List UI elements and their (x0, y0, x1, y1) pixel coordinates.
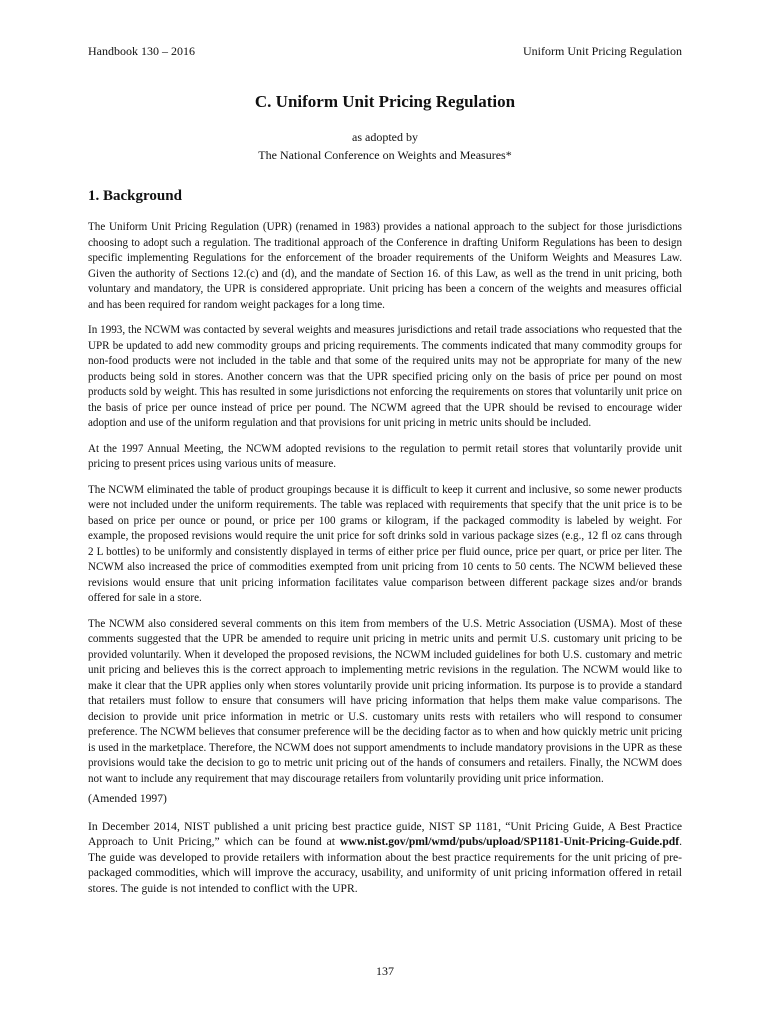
header-left: Handbook 130 – 2016 (88, 44, 195, 58)
paragraph-1: The Uniform Unit Pricing Regulation (UPR) (renamed in 1983) provides a national approach to the subject for those jurisdictions choosing to adopt such a regulation. The traditional approach of the Conference in drafting Uniform Regulations has been to design specific implementing Regulations for the enforcement of the broader requirements of the Uniform Weights and Measures Law. Given the authority of Sections 12.(c) and (d), and the mandate of Section 16. of this Law, as well as the trend in unit pricing, both voluntary and mandatory, the UPR is considered appropriate. Unit pricing has been a concern of the weights and measures official and has been required for random weight packages for a long time. (88, 221, 682, 311)
paragraph-6 (88, 819, 682, 897)
header-right: Uniform Unit Pricing Regulation (523, 44, 682, 58)
body-text (88, 220, 682, 906)
paragraph-6-text-before: In December 2014, NIST published a unit pricing best practice guide, NIST SP 1181, “Unit Pricing Guide, A Best Practice Approach to Unit Pricing,” which can be found at (88, 819, 682, 848)
paragraph-3: At the 1997 Annual Meeting, the NCWM adopted revisions to the regulation to permit retail stores that voluntarily provide unit pricing to present prices using various units of measure. (88, 442, 682, 470)
subtitle-line-2: The National Conference on Weights and Measures* (258, 148, 512, 162)
subtitle (88, 128, 682, 164)
paragraph-4: The NCWM eliminated the table of product groupings because it is difficult to keep it current and inclusive, so some newer products were not included under the uniform requirements. The table was replaced with requirements that specify that the unit price is to be based on price per ounce or pound, or price per 100 grams or kilogram, if the packaged commodity is labeled by weight. For example, the proposed revisions would require the unit price for soft drinks sold in various package sizes (e.g., 12 fl oz cans through 2 L bottles) to be uniformly and consistently displayed in terms of either price per fluid ounce, price per quart, or price per liter. The NCWM also increased the price of commodities exempted from unit pricing from 10 cents to 50 cents. The NCWM believed these revisions would ensure that unit pricing information facilitates value comparison between different package sizes and/or brands offered for sale in a store. (88, 483, 682, 604)
page-number: 137 (376, 964, 394, 978)
section-heading: 1. Background (88, 188, 182, 204)
running-header (88, 44, 682, 59)
paragraph-2: In 1993, the NCWM was contacted by several weights and measures jurisdictions and retail trade associations who requested that the UPR be updated to add new commodity groups and pricing requirements. The comments indicated that many commodity groups for non-food products were not included in the table and that some of the required units may not be appropriate for many of the new products being sold in stores. Another concern was that the UPR specified pricing only on the basis of price per pound on most products sold by weight. This has resulted in some jurisdictions not enforcing the requirements on stores that voluntarily unit price on the basis of price per ounce instead of price per pound. The NCWM agreed that the UPR should be revised to encourage wider adoption and use of the uniform regulation and that provisions for unit pricing in metric units should be included. (88, 324, 682, 429)
page-title: C. Uniform Unit Pricing Regulation (254, 92, 516, 111)
subtitle-line-1: as adopted by (352, 130, 418, 144)
amended-note: (Amended 1997) (88, 792, 167, 805)
paragraph-5: The NCWM also considered several comments on this item from members of the U.S. Metric Association (USMA). Most of these comments suggested that the UPR be amended to require unit pricing in metric units and permit U.S. customary unit pricing to be provided voluntarily. When it developed the proposed revisions, the NCWM included guidelines for both U.S. customary and metric unit pricing and believes this is the correct approach to implementing metric revisions in the regulation. The NCWM would like to make it clear that the UPR applies only when stores voluntarily provide unit pricing information. Its purpose is to provide a standard that retailers must follow to ensure that consumers will have pricing information that helps them make value comparisons. The decision to provide unit price information in metric or U.S. customary units rests with retailers who will respond to consumer preference. The NCWM believes that consumer preference will be the deciding factor as to when and how quickly metric unit pricing is used in the marketplace. Therefore, the NCWM does not support amendments to include mandatory provisions in the UPR as these provisions would take the decision to go to metric unit pricing out of the hands of consumers and retailers. Finally, the NCWM does not want to include any requirement that may discourage retailers from voluntarily providing unit price information. (88, 617, 682, 785)
paragraph-6-text-after: . The guide was developed to provide retailers with information about the best practice requirements for the unit pricing of pre-packaged commodities, which will improve the accuracy, usability, and uniformity of unit pricing information offered in retail stores. The guide is not intended to conflict with the UPR. (88, 835, 682, 895)
guide-url-link[interactable]: www.nist.gov/pml/wmd/pubs/upload/SP1181-Unit-Pricing-Guide.pdf (339, 835, 680, 848)
